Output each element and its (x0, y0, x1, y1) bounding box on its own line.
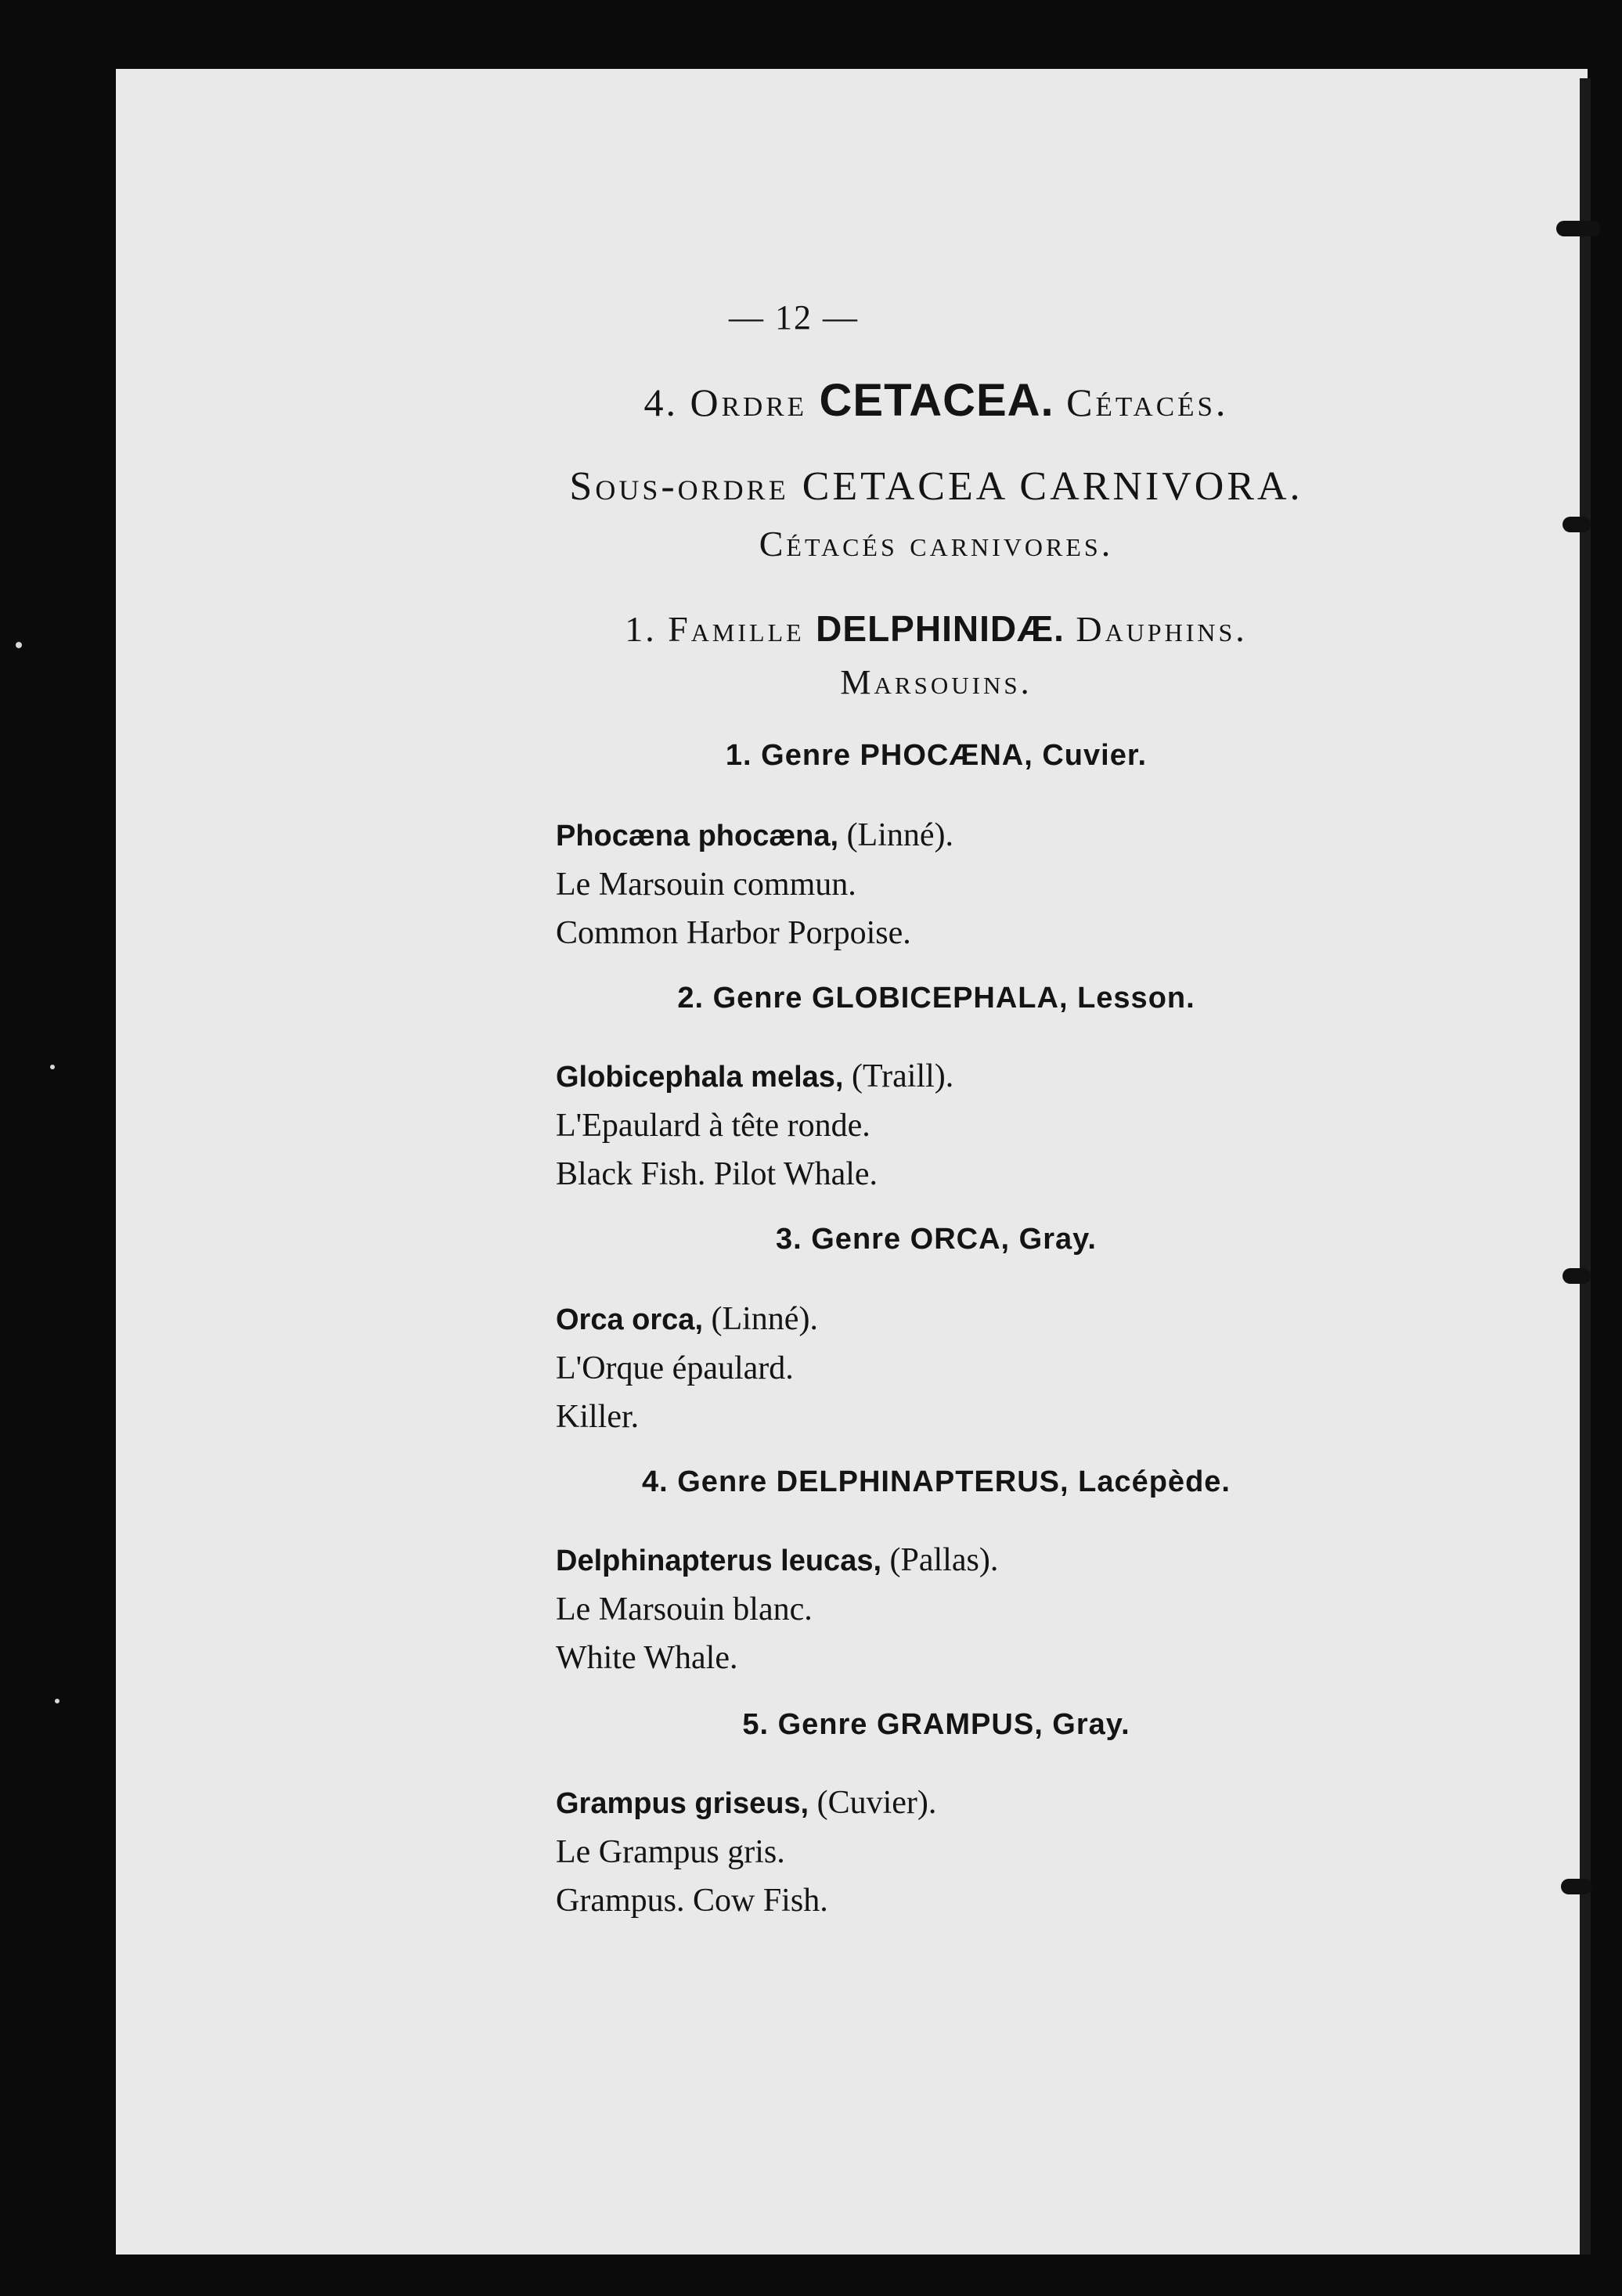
species-entry (556, 1052, 953, 1198)
english-name: Black Fish. Pilot Whale. (556, 1156, 878, 1192)
order-number: 4. (643, 380, 679, 424)
order-label: Ordre (690, 380, 807, 424)
binding-clip (1563, 517, 1591, 532)
dust-speck (50, 1065, 55, 1069)
genus-heading: 1. Genre PHOCÆNA, Cuvier. (725, 739, 1148, 772)
species-name-line (556, 1779, 936, 1828)
species-author: (Linné). (846, 817, 954, 853)
english-name: Killer. (556, 1399, 640, 1435)
order-heading (506, 374, 1367, 427)
french-name: Le Marsouin blanc. (556, 1591, 813, 1627)
french-name: L'Orque épaulard. (556, 1350, 794, 1386)
species-entry (556, 811, 953, 957)
dust-speck (16, 642, 22, 648)
suborder-name: CETACEA CARNIVORA. (802, 464, 1303, 509)
family-label: Famille (668, 609, 805, 649)
genus-heading: 3. Genre ORCA, Gray. (776, 1223, 1097, 1256)
dust-speck (55, 1699, 59, 1703)
genus-heading: 4. Genre DELPHINAPTERUS, Lacépède. (642, 1465, 1231, 1498)
species-name-line (556, 1052, 953, 1101)
scientific-name: Grampus griseus, (556, 1787, 809, 1820)
family-french-1: Dauphins. (1076, 609, 1248, 649)
species-entry (556, 1295, 818, 1441)
page-number: — 12 — (729, 298, 859, 337)
scientific-name: Orca orca, (556, 1303, 703, 1336)
suborder-heading (388, 463, 1484, 510)
binding-edge (1580, 78, 1591, 2255)
species-author: (Traill). (851, 1058, 954, 1094)
english-name: Common Harbor Porpoise. (556, 915, 911, 951)
binding-clip (1561, 1879, 1592, 1894)
genus-heading: 2. Genre GLOBICEPHALA, Lesson. (677, 982, 1195, 1015)
species-name-line (556, 1536, 998, 1585)
suborder-french: Cétacés carnivores. (759, 524, 1114, 564)
species-author: (Pallas). (889, 1542, 999, 1578)
order-name: CETACEA. (819, 375, 1054, 426)
french-name: L'Epaulard à tête ronde. (556, 1108, 870, 1144)
family-name: DELPHINIDÆ. (816, 608, 1065, 649)
species-entry (556, 1536, 998, 1682)
binding-clip (1556, 221, 1600, 236)
suborder-label: Sous-ordre (569, 464, 789, 509)
order-french: Cétacés. (1066, 380, 1229, 424)
family-number: 1. (625, 609, 657, 649)
english-name: White Whale. (556, 1640, 738, 1676)
family-heading (467, 607, 1406, 650)
genus-heading: 5. Genre GRAMPUS, Gray. (742, 1708, 1130, 1741)
french-name: Le Marsouin commun. (556, 867, 856, 903)
family-french-2: Marsouins. (840, 663, 1033, 701)
binding-clip (1563, 1268, 1591, 1284)
scientific-name: Globicephala melas, (556, 1061, 844, 1094)
french-name: Le Grampus gris. (556, 1834, 785, 1870)
species-entry (556, 1779, 936, 1925)
english-name: Grampus. Cow Fish. (556, 1883, 828, 1919)
species-author: (Linné). (711, 1301, 818, 1337)
scientific-name: Phocæna phocæna, (556, 820, 839, 852)
species-author: (Cuvier). (816, 1785, 937, 1821)
species-name-line (556, 811, 953, 860)
scientific-name: Delphinapterus leucas, (556, 1544, 882, 1577)
species-name-line (556, 1295, 818, 1344)
